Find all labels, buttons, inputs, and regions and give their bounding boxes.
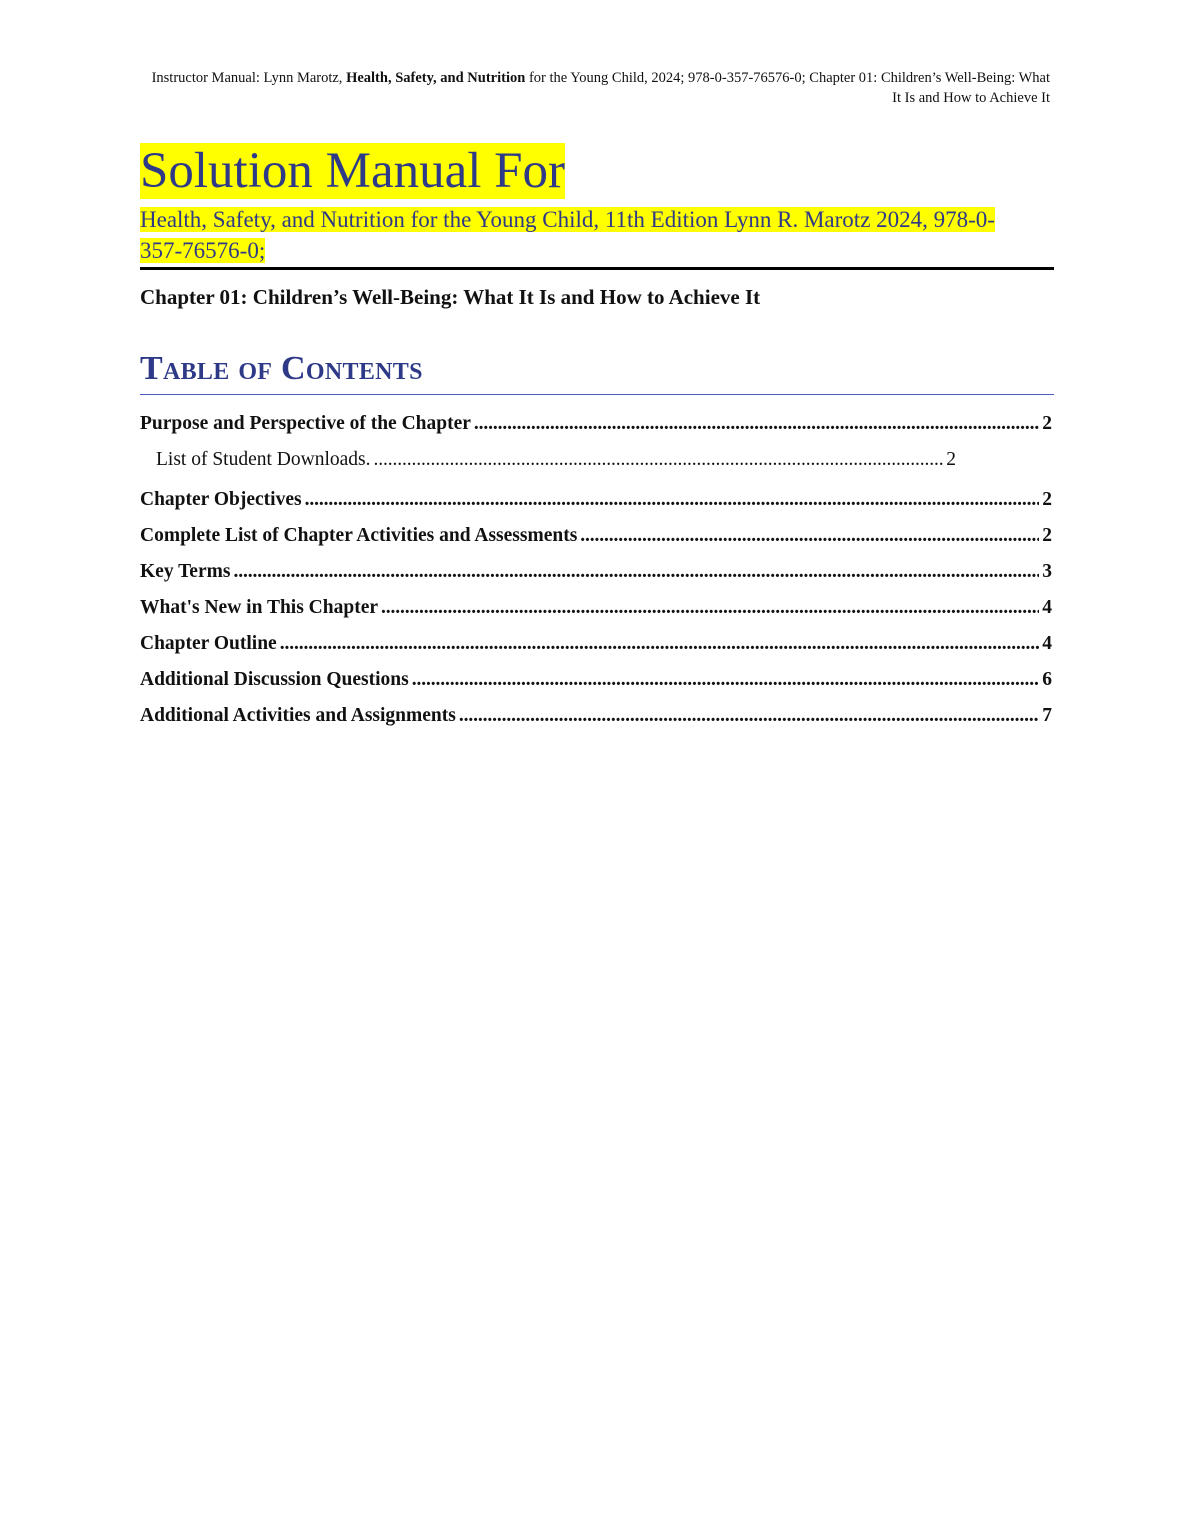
toc-entry-label: Additional Discussion Questions — [140, 669, 409, 690]
toc-entry[interactable] — [140, 630, 1052, 666]
toc-entry-page: 2 — [1042, 489, 1052, 510]
running-header — [150, 68, 1050, 108]
toc-entry[interactable] — [140, 486, 1052, 522]
toc-entry-page: 2 — [946, 449, 956, 470]
toc-entry-label: Chapter Outline — [140, 633, 277, 654]
toc-leader-dots — [459, 702, 1039, 730]
toc-entry-page: 2 — [1042, 413, 1052, 434]
toc-leader-dots — [412, 666, 1040, 694]
toc-leader-dots — [474, 410, 1039, 438]
toc-entry-label: Chapter Objectives — [140, 489, 302, 510]
chapter-heading: Chapter 01: Children’s Well-Being: What It Is and How to Achieve It — [140, 285, 761, 309]
document-title: Solution Manual For — [140, 143, 566, 199]
running-header-book-title: Health, Safety, and Nutrition — [346, 70, 526, 86]
toc-leader-dots — [381, 594, 1039, 622]
table-of-contents — [140, 410, 1052, 738]
toc-entry[interactable] — [140, 666, 1052, 702]
toc-entry-label: Complete List of Chapter Activities and Assessments — [140, 525, 578, 546]
toc-entry-label: List of Student Downloads. — [156, 449, 371, 470]
toc-entry[interactable] — [140, 522, 1052, 558]
toc-entry-label: Key Terms — [140, 561, 231, 582]
title-block — [140, 138, 1054, 266]
toc-entry-label: Additional Activities and Assignments — [140, 705, 456, 726]
toc-entry-page: 3 — [1042, 561, 1052, 582]
toc-entry-page: 4 — [1042, 633, 1052, 654]
toc-entry[interactable] — [140, 446, 956, 486]
toc-leader-dots — [305, 486, 1040, 514]
toc-entry[interactable] — [140, 702, 1052, 738]
document-subtitle-text: Health, Safety, and Nutrition for the Young Child, 11th Edition Lynn R. Marotz 2024, 978-0-357-76576-0; — [140, 207, 995, 263]
toc-divider — [140, 394, 1054, 395]
toc-leader-dots — [233, 558, 1039, 586]
document-subtitle — [140, 204, 1030, 266]
toc-entry-label: Purpose and Perspective of the Chapter — [140, 413, 471, 434]
title-divider — [140, 267, 1054, 270]
toc-entry[interactable] — [140, 410, 1052, 446]
toc-entry-page: 2 — [1042, 525, 1052, 546]
toc-leader-dots — [280, 630, 1040, 658]
running-header-suffix: for the Young Child, 2024; 978-0-357-76576-0; Chapter 01: Children’s Well-Being: What It Is and How to Achieve It — [525, 70, 1050, 106]
toc-entry-page: 7 — [1042, 705, 1052, 726]
toc-title: Table of Contents — [140, 350, 423, 387]
running-header-prefix: Instructor Manual: Lynn Marotz, — [151, 70, 347, 86]
toc-entry[interactable] — [140, 594, 1052, 630]
toc-leader-dots — [374, 446, 944, 474]
toc-entry-label: What's New in This Chapter — [140, 597, 379, 618]
toc-entry-page: 4 — [1042, 597, 1052, 618]
toc-entry-page: 6 — [1042, 669, 1052, 690]
toc-entry[interactable] — [140, 558, 1052, 594]
toc-leader-dots — [580, 522, 1039, 550]
